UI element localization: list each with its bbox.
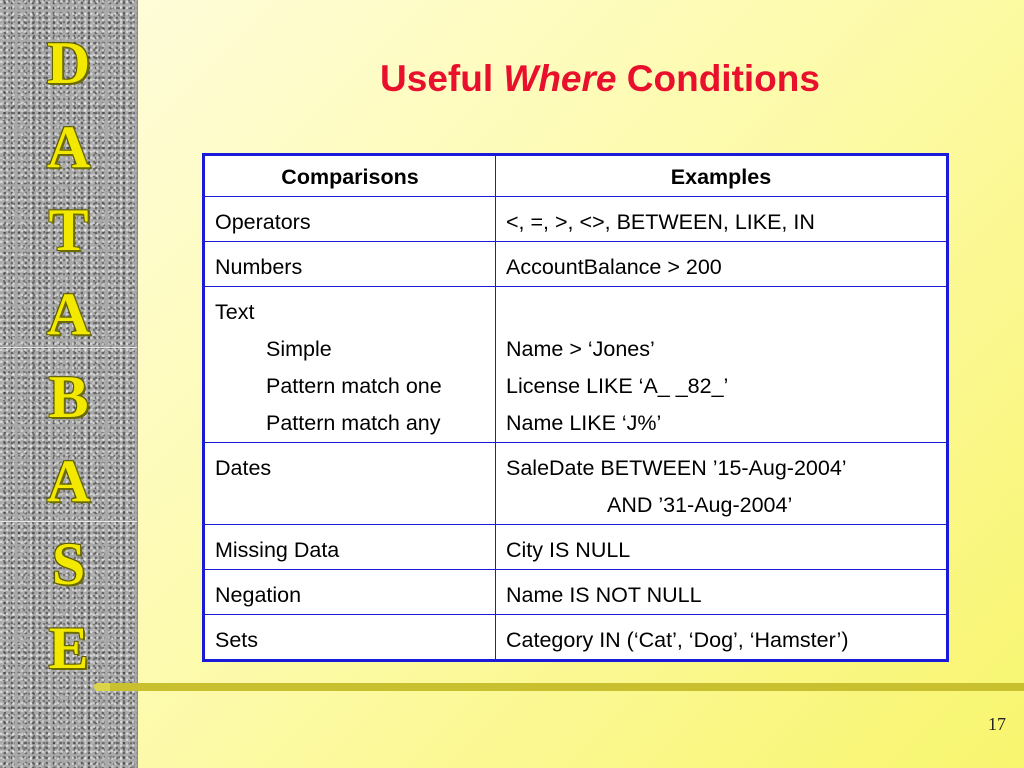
- sidebar-letter: A: [46, 447, 91, 514]
- header-examples: Examples: [496, 155, 948, 197]
- table-row: [204, 615, 948, 661]
- title-after: Conditions: [626, 58, 820, 99]
- sidebar-letter: A: [46, 280, 91, 347]
- row-example: AccountBalance > 200: [496, 242, 948, 287]
- page-number: 17: [988, 714, 1006, 734]
- row-sublabel: Pattern match any: [266, 411, 441, 435]
- row-label: Missing Data: [204, 525, 496, 570]
- decorative-rule: [94, 683, 1024, 691]
- row-label: Operators: [204, 197, 496, 242]
- database-sidebar: [0, 0, 138, 768]
- sidebar-letter: T: [48, 197, 89, 263]
- row-example-group: [496, 443, 948, 525]
- title-before: Useful: [380, 58, 494, 99]
- header-comparisons: Comparisons: [204, 155, 496, 197]
- row-example: Name > ‘Jones’: [506, 337, 655, 361]
- row-sublabel: Pattern match one: [266, 374, 442, 398]
- table-row: [204, 443, 948, 525]
- sidebar-letter: B: [48, 364, 89, 430]
- table-row: [204, 570, 948, 615]
- row-example: Name IS NOT NULL: [496, 570, 948, 615]
- row-label: Negation: [204, 570, 496, 615]
- row-example: AND ’31-Aug-2004’: [607, 493, 793, 517]
- row-example-blank: [506, 294, 936, 331]
- table-row: [204, 525, 948, 570]
- row-example-group: [496, 287, 948, 443]
- table-row: [204, 197, 948, 242]
- row-label: Dates: [204, 443, 496, 525]
- table-row: [204, 242, 948, 287]
- row-example: Category IN (‘Cat’, ‘Dog’, ‘Hamster’): [496, 615, 948, 661]
- table-row: [204, 287, 948, 443]
- where-conditions-table: [202, 153, 949, 662]
- row-example: SaleDate BETWEEN ’15-Aug-2004’: [506, 456, 847, 480]
- sidebar-letters: [0, 22, 137, 690]
- title-emphasis: Where: [503, 58, 617, 99]
- row-example: License LIKE ‘A_ _82_’: [506, 374, 729, 398]
- row-label: Text: [215, 300, 255, 324]
- row-label: Numbers: [204, 242, 496, 287]
- row-example: City IS NULL: [496, 525, 948, 570]
- row-label-group: [204, 287, 496, 443]
- sidebar-letter: D: [46, 30, 91, 96]
- row-example: <, =, >, <>, BETWEEN, LIKE, IN: [496, 197, 948, 242]
- sidebar-letter: E: [48, 614, 89, 681]
- slide-title: [300, 58, 900, 100]
- sidebar-letter: S: [51, 531, 86, 597]
- row-label: Sets: [204, 615, 496, 661]
- row-sublabel: Simple: [266, 337, 332, 361]
- sidebar-letter: A: [46, 113, 91, 180]
- table-header-row: [204, 155, 948, 197]
- row-example: Name LIKE ‘J%’: [506, 411, 662, 435]
